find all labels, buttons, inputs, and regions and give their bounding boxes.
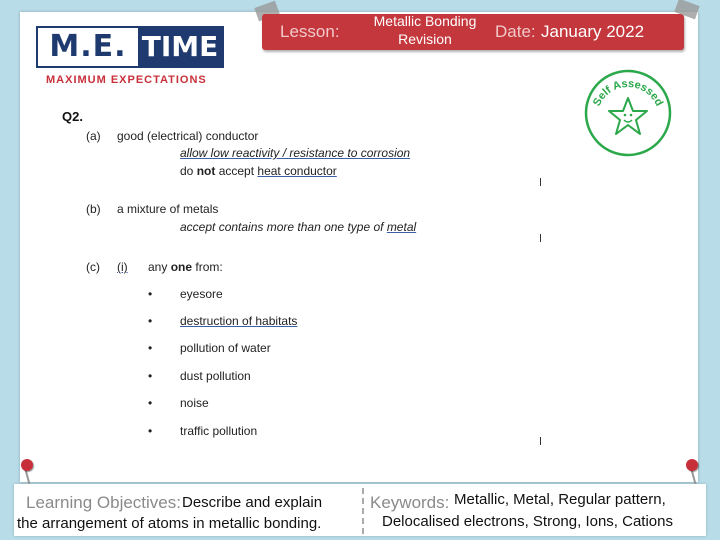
part-b-accept-pre: accept contains more than one type of <box>180 220 384 234</box>
keywords-line2: Delocalised electrons, Strong, Ions, Cations <box>382 513 673 530</box>
bullet-icon: • <box>148 396 153 410</box>
part-c-item: dust pollution <box>180 369 251 383</box>
pushpin-right-icon <box>686 459 698 471</box>
mark-tick <box>540 437 541 445</box>
part-c-intro <box>148 260 223 274</box>
part-c-item: traffic pollution <box>180 424 258 438</box>
question-number: Q2. <box>62 109 83 124</box>
part-a-label: (a) <box>86 129 101 143</box>
objectives-line2: the arrangement of atoms in metallic bonding. <box>17 515 322 532</box>
part-a-reject-not: not <box>196 164 216 178</box>
part-c-intro-pre: any <box>148 260 168 274</box>
me-time-logo <box>36 26 224 68</box>
logo-me: M.E. <box>38 28 138 66</box>
date-label: Date: <box>495 22 536 41</box>
part-a-reject-pre: do <box>180 164 194 178</box>
part-c-item: pollution of water <box>180 341 271 355</box>
mark-tick <box>540 178 541 186</box>
objectives-line1: Describe and explain <box>182 494 323 511</box>
part-c-label: (c) <box>86 260 100 274</box>
part-a-allow <box>180 146 410 160</box>
lesson-title-line1: Metallic Bonding <box>373 13 477 29</box>
stamp-text: Self Assessed <box>590 77 666 109</box>
part-a-allow-text: allow low reactivity / resistance to corrosion <box>180 146 411 160</box>
part-b-answer: a mixture of metals <box>117 202 219 216</box>
part-b-accept <box>180 220 416 234</box>
date-value: January 2022 <box>541 22 645 41</box>
part-a-answer: good (electrical) conductor <box>117 129 259 143</box>
mark-tick <box>540 234 541 242</box>
bullet-icon: • <box>148 369 153 383</box>
smiling-star-icon <box>609 98 647 134</box>
lesson-title <box>360 12 490 48</box>
bullet-icon: • <box>148 424 153 438</box>
lesson-label: Lesson: <box>280 22 340 41</box>
bullet-icon: • <box>148 287 153 301</box>
part-c-intro-post: from: <box>195 260 223 274</box>
part-c-item <box>180 314 297 328</box>
part-c-intro-bold: one <box>170 260 193 274</box>
logo-tagline: MAXIMUM EXPECTATIONS <box>46 74 207 86</box>
objectives-label: Learning Objectives: <box>26 493 181 512</box>
footer-divider <box>362 488 364 534</box>
part-a-reject-underlined: heat conductor <box>257 164 337 178</box>
part-a-reject <box>180 164 337 178</box>
part-c-sub: (i) <box>117 260 128 274</box>
keywords-line1: Metallic, Metal, Regular pattern, <box>454 491 666 508</box>
bullet-icon: • <box>148 314 153 328</box>
self-assessed-stamp <box>583 68 673 158</box>
logo-time: TIME <box>138 28 222 66</box>
part-b-accept-underlined: metal <box>386 220 417 234</box>
part-b-label: (b) <box>86 202 101 216</box>
part-c-item: noise <box>180 396 209 410</box>
keywords-label: Keywords: <box>370 493 450 512</box>
bullet-icon: • <box>148 341 153 355</box>
pushpin-left-icon <box>21 459 33 471</box>
part-c-item-text: destruction of habitats <box>180 314 298 328</box>
part-a-reject-mid: accept <box>218 164 255 178</box>
lesson-title-line2: Revision <box>398 31 452 47</box>
part-c-item: eyesore <box>180 287 223 301</box>
part-c-sub-label <box>117 260 128 274</box>
